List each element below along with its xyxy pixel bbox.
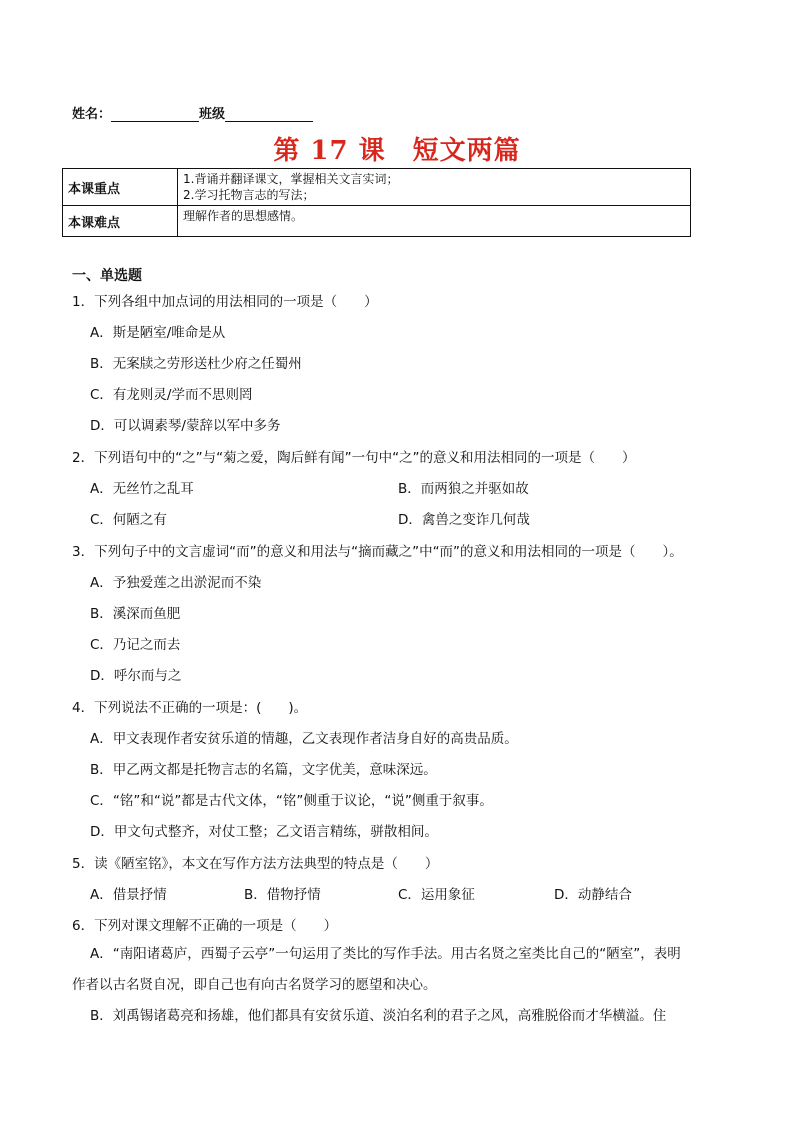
option[interactable]: A．无丝竹之乱耳 bbox=[90, 481, 194, 497]
option[interactable]: A．甲文表现作者安贫乐道的情趣，乙文表现作者洁身自好的高贵品质。 bbox=[90, 731, 518, 747]
question-stem: 6．下列对课文理解不正确的一项是（ ） bbox=[72, 918, 338, 934]
name-label: 姓名： bbox=[72, 107, 112, 122]
option[interactable]: D．呼尔而与之 bbox=[90, 668, 182, 684]
option[interactable]: C．“铭”和“说”都是古代文体，“铭”侧重于议论，“说”侧重于叙事。 bbox=[90, 793, 493, 809]
goals-line: 1.背诵并翻译课文，掌握相关文言实词； bbox=[183, 172, 399, 186]
question-stem: 5．读《陋室铭》，本文在写作方法方法典型的特点是（ ） bbox=[72, 856, 439, 872]
goals-value bbox=[178, 169, 691, 206]
option[interactable]: D．可以调素琴/蒙辞以军中多务 bbox=[90, 418, 281, 434]
paragraph-line: B．刘禹锡诸葛亮和扬雄，他们都具有安贫乐道、淡泊名利的君子之风，高雅脱俗而才华横溢。住 bbox=[90, 1008, 667, 1024]
option[interactable]: B．甲乙两文都是托物言志的名篇，文字优美，意味深远。 bbox=[90, 762, 437, 778]
goals-row-key-points bbox=[63, 169, 691, 206]
option[interactable]: B．无案牍之劳形送杜少府之任蜀州 bbox=[90, 356, 302, 372]
goals-key: 本课重点 bbox=[63, 169, 178, 206]
page-title: 第 17 课 短文两篇 bbox=[273, 136, 521, 166]
option[interactable]: C．乃记之而去 bbox=[90, 637, 181, 653]
goals-table bbox=[62, 168, 691, 237]
paragraph-line: A．“南阳诸葛庐，西蜀子云亭”一句运用了类比的写作手法。用古名贤之室类比自己的“陋室”，表明 bbox=[90, 946, 681, 962]
goals-line: 2.学习托物言志的写法； bbox=[183, 188, 315, 202]
option[interactable]: C．何陋之有 bbox=[90, 512, 167, 528]
option[interactable]: D．甲文句式整齐，对仗工整；乙文语言精练，骈散相间。 bbox=[90, 824, 438, 840]
option[interactable]: B．而两狼之并驱如故 bbox=[398, 481, 529, 497]
goals-value bbox=[178, 206, 691, 237]
question-stem: 3．下列句子中的文言虚词“而”的意义和用法与“摘而藏之”中“而”的意义和用法相同的一项是（ ）。 bbox=[72, 544, 683, 560]
option[interactable]: D．动静结合 bbox=[554, 887, 632, 903]
option[interactable]: B．借物抒情 bbox=[244, 887, 321, 903]
option[interactable]: B．溪深而鱼肥 bbox=[90, 606, 181, 622]
goals-key: 本课难点 bbox=[63, 206, 178, 237]
paragraph-line: 作者以古名贤自况，即自己也有向古名贤学习的愿望和决心。 bbox=[72, 977, 437, 993]
class-blank[interactable] bbox=[225, 107, 313, 122]
option[interactable]: A．借景抒情 bbox=[90, 887, 167, 903]
section-title: 一、单选题 bbox=[72, 268, 142, 284]
question-stem: 1．下列各组中加点词的用法相同的一项是（ ） bbox=[72, 294, 378, 310]
class-label: 班级 bbox=[199, 107, 226, 122]
question-stem: 2．下列语句中的“之”与“菊之爱，陶后鲜有闻”一句中“之”的意义和用法相同的一项是（ ） bbox=[72, 450, 636, 466]
goals-row-difficulty bbox=[63, 206, 691, 237]
option[interactable]: C．运用象征 bbox=[398, 887, 475, 903]
option[interactable]: D．禽兽之变诈几何哉 bbox=[398, 512, 530, 528]
question-stem: 4．下列说法不正确的一项是：( )。 bbox=[72, 700, 308, 716]
name-class-line bbox=[72, 103, 313, 122]
goals-line: 理解作者的思想感情。 bbox=[183, 209, 304, 223]
option-paragraph[interactable] bbox=[72, 939, 722, 1001]
option[interactable]: A．予独爱莲之出淤泥而不染 bbox=[90, 575, 262, 591]
option-paragraph[interactable] bbox=[72, 1001, 722, 1032]
option[interactable]: C．有龙则灵/学而不思则罔 bbox=[90, 387, 253, 403]
option[interactable]: A．斯是陋室/唯命是从 bbox=[90, 325, 226, 341]
name-blank[interactable] bbox=[111, 107, 199, 122]
